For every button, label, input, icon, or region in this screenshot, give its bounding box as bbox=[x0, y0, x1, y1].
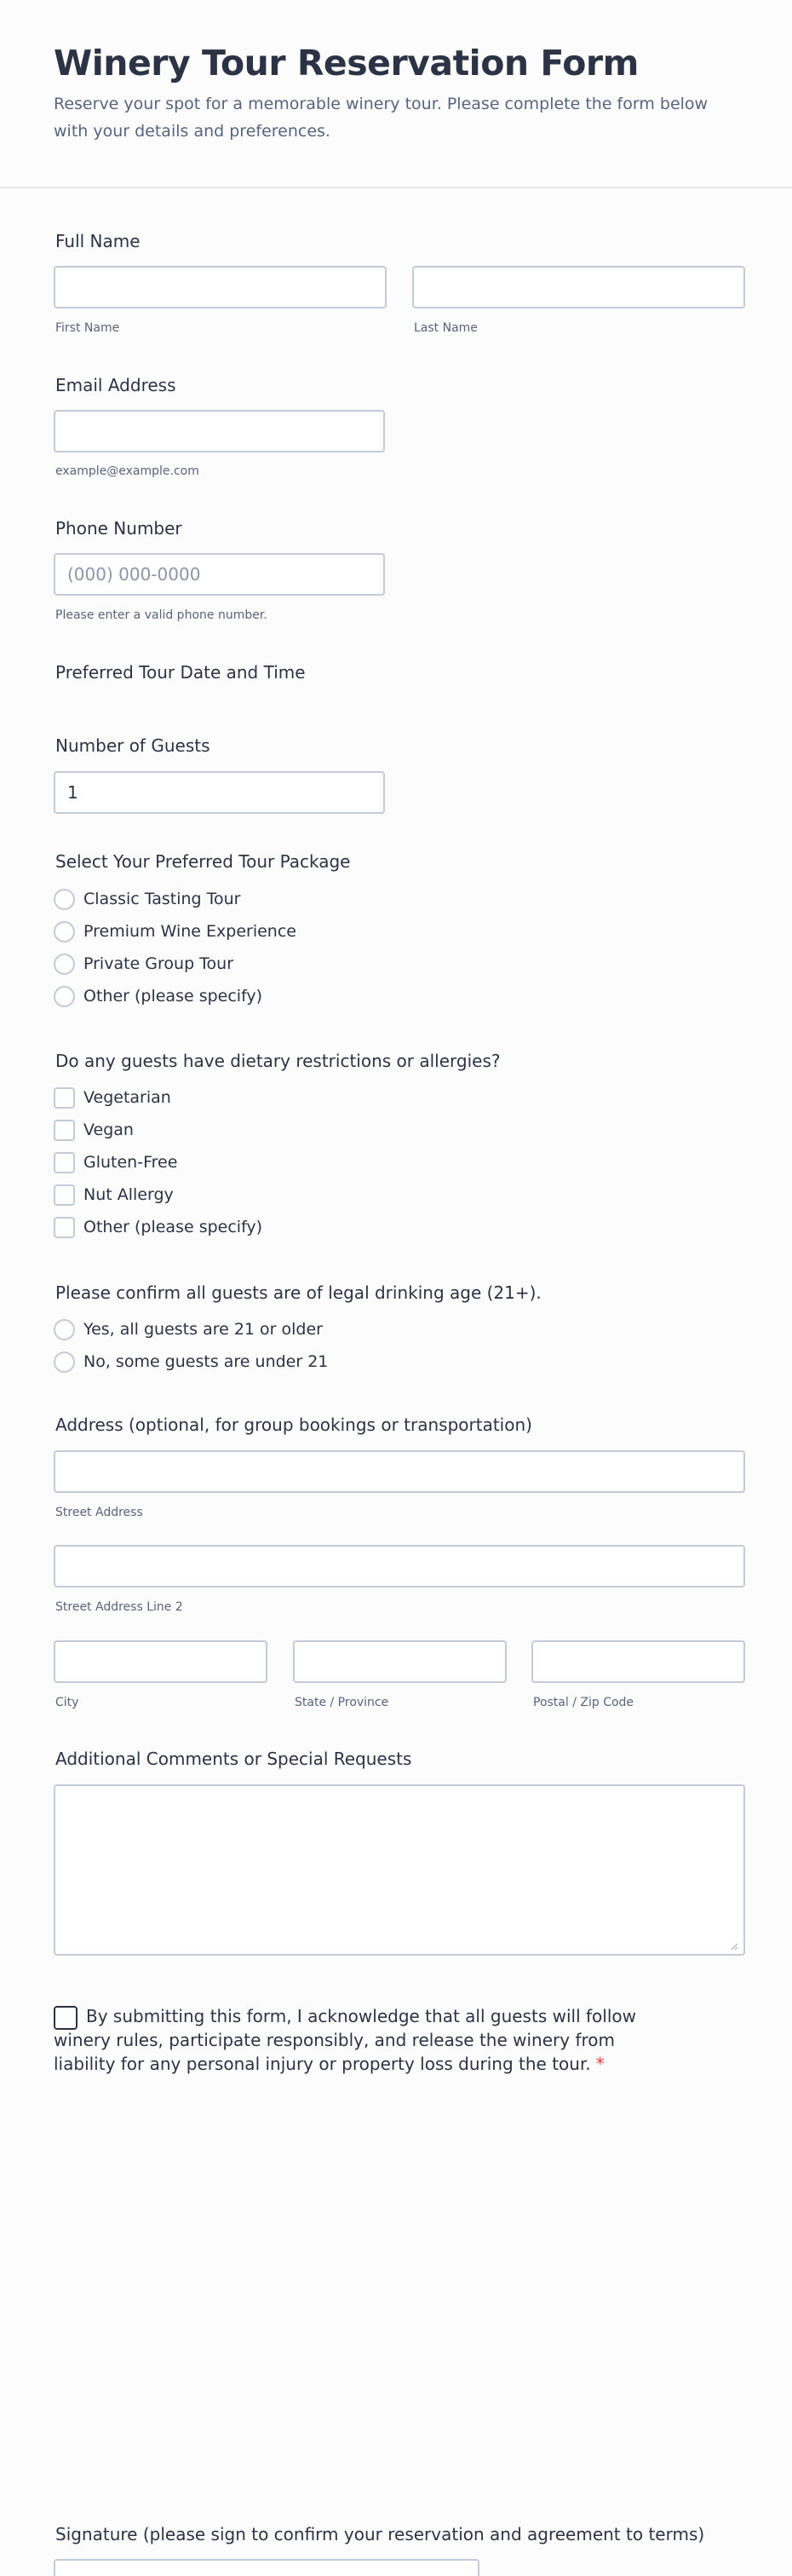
dietary-option[interactable] bbox=[54, 1183, 262, 1207]
checkbox[interactable] bbox=[54, 1087, 75, 1109]
age-option[interactable] bbox=[54, 1350, 328, 1374]
package-options bbox=[54, 887, 296, 1008]
package-option[interactable] bbox=[54, 952, 296, 976]
comments-label: Additional Comments or Special Requests bbox=[55, 1749, 412, 1769]
checkbox[interactable] bbox=[54, 1120, 75, 1141]
dietary-option-label: Gluten-Free bbox=[83, 1153, 178, 1172]
acknowledgement-label: By submitting this form, I acknowledge that all guests will follow winery rules, participate responsibly, and release the winery from liability for any personal injury or property loss during the tour. bbox=[54, 2006, 636, 2074]
radio-button[interactable] bbox=[54, 921, 75, 942]
age-label: Please confirm all guests are of legal drinking age (21+). bbox=[55, 1282, 542, 1303]
package-option[interactable] bbox=[54, 919, 296, 943]
package-option-label: Other (please specify) bbox=[83, 987, 263, 1006]
form-description: Reserve your spot for a memorable winery tour. Please complete the form below with your details and preferences. bbox=[54, 95, 709, 141]
comments-wrapper bbox=[54, 1784, 745, 1956]
state-sublabel: State / Province bbox=[295, 1696, 389, 1709]
dietary-option-label: Nut Allergy bbox=[83, 1185, 174, 1204]
tour-date-label: Preferred Tour Date and Time bbox=[55, 662, 306, 683]
phone-label: Phone Number bbox=[55, 518, 182, 539]
dietary-option-label: Vegan bbox=[83, 1121, 134, 1139]
guests-label: Number of Guests bbox=[55, 735, 210, 756]
radio-button[interactable] bbox=[54, 986, 75, 1007]
required-mark: * bbox=[595, 2054, 605, 2074]
street-address-sublabel: Street Address bbox=[55, 1506, 143, 1519]
phone-input[interactable] bbox=[54, 553, 385, 596]
package-option-label: Private Group Tour bbox=[83, 954, 234, 973]
checkbox[interactable] bbox=[54, 1217, 75, 1238]
dietary-option[interactable] bbox=[54, 1215, 262, 1239]
dietary-option-label: Other (please specify) bbox=[83, 1218, 263, 1236]
dietary-option[interactable] bbox=[54, 1086, 262, 1109]
package-option[interactable] bbox=[54, 887, 296, 911]
dietary-label: Do any guests have dietary restrictions or allergies? bbox=[55, 1051, 501, 1071]
last-name-input[interactable] bbox=[412, 266, 745, 308]
street-address-line2-sublabel: Street Address Line 2 bbox=[55, 1600, 183, 1614]
last-name-sublabel: Last Name bbox=[414, 321, 478, 335]
street-address-input[interactable] bbox=[54, 1450, 745, 1493]
email-input[interactable] bbox=[54, 410, 385, 452]
header-divider bbox=[0, 187, 792, 188]
signature-label: Signature (please sign to confirm your reservation and agreement to terms) bbox=[55, 2524, 705, 2544]
form-title: Winery Tour Reservation Form bbox=[54, 43, 639, 84]
signature-pad[interactable] bbox=[54, 2559, 479, 2576]
dietary-option-label: Vegetarian bbox=[83, 1088, 171, 1107]
radio-button[interactable] bbox=[54, 1319, 75, 1340]
checkbox[interactable] bbox=[54, 1184, 75, 1206]
acknowledgement-text bbox=[54, 2004, 675, 2076]
radio-button[interactable] bbox=[54, 954, 75, 975]
comments-textarea[interactable] bbox=[54, 1784, 745, 1956]
email-label: Email Address bbox=[55, 375, 176, 395]
age-options bbox=[54, 1317, 328, 1374]
address-label: Address (optional, for group bookings or transportation) bbox=[55, 1415, 532, 1435]
city-input[interactable] bbox=[54, 1640, 267, 1683]
state-input[interactable] bbox=[293, 1640, 507, 1683]
age-option[interactable] bbox=[54, 1317, 328, 1341]
phone-sublabel: Please enter a valid phone number. bbox=[55, 608, 267, 622]
dietary-option[interactable] bbox=[54, 1118, 262, 1142]
guests-input[interactable] bbox=[54, 771, 385, 814]
package-option[interactable] bbox=[54, 984, 296, 1008]
dietary-option[interactable] bbox=[54, 1150, 262, 1174]
full-name-label: Full Name bbox=[55, 231, 141, 251]
package-option-label: Premium Wine Experience bbox=[83, 922, 296, 941]
checkbox[interactable] bbox=[54, 1152, 75, 1173]
zip-sublabel: Postal / Zip Code bbox=[533, 1696, 634, 1709]
city-sublabel: City bbox=[55, 1696, 79, 1709]
age-option-label: No, some guests are under 21 bbox=[83, 1352, 329, 1371]
dietary-options bbox=[54, 1086, 262, 1239]
resize-grip-icon[interactable] bbox=[730, 1942, 738, 1951]
first-name-sublabel: First Name bbox=[55, 321, 120, 335]
street-address-line2-input[interactable] bbox=[54, 1545, 745, 1588]
package-option-label: Classic Tasting Tour bbox=[83, 890, 241, 908]
radio-button[interactable] bbox=[54, 889, 75, 910]
age-option-label: Yes, all guests are 21 or older bbox=[83, 1320, 323, 1339]
zip-input[interactable] bbox=[531, 1640, 745, 1683]
email-sublabel: example@example.com bbox=[55, 464, 199, 478]
radio-button[interactable] bbox=[54, 1351, 75, 1373]
first-name-input[interactable] bbox=[54, 266, 387, 308]
package-label: Select Your Preferred Tour Package bbox=[55, 851, 351, 872]
